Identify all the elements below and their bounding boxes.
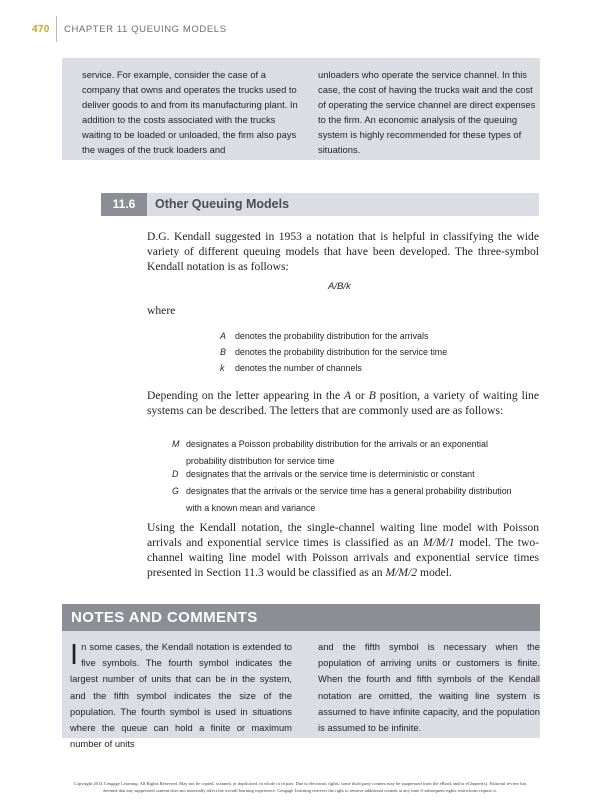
page-number: 470 (32, 24, 50, 35)
letter-text: designates a Poisson probability distribution for the arrivals or an exponential probability distribution for service time (186, 439, 488, 466)
intro-paragraph: D.G. Kendall suggested in 1953 a notation that is helpful in classifying the wide variety of different queuing models that have been developed. The three-symbol Kendall notation is as follows: (147, 230, 539, 273)
copyright-footer (34, 781, 566, 794)
closing-paragraph: Using the Kendall notation, the single-channel waiting line model with Poisson arrivals and exponential service times is classified as an M/M/1 model. The two-channel waiting line model with Poisson arrivals and exponential service times presented in Section 11.3 would be classified as an M/M/2 model. (147, 521, 539, 579)
notes-title: NOTES AND COMMENTS (71, 609, 258, 626)
continued-text-left: service. For example, consider the case of a company that owns and operates the trucks used to deliver goods to and from its manufacturing plant. In addition to the costs associated with the trucks waiting to be loaded or unloaded, the firm also pays the wages of the truck loaders and (82, 69, 298, 155)
definition-text: denotes the probability distribution for the service time (235, 347, 448, 357)
page-header (0, 0, 600, 50)
letter-symbol: M (172, 439, 180, 449)
notes-and-comments-box (62, 604, 540, 750)
notes-header-bar (62, 604, 540, 631)
copyright-line: Copyright 2014 Cengage Learning. All Rights Reserved. May not be copied, scanned, or duplicated, in whole or in part. Due to electronic rights, some third party content may be suppressed from the eBook and/or eChapter(s). Editorial review has (73, 781, 527, 786)
kendall-formula: A/B/k (328, 281, 351, 292)
definition-symbol: B (220, 347, 226, 357)
copyright-line: deemed that any suppressed content does not materially affect the overall learning experience. Cengage Learning reserves the right to remove additional content at any time if subsequent rights restrictions require it. (103, 787, 497, 793)
header-divider (56, 16, 57, 42)
continued-sidebar-box (62, 58, 540, 160)
definition-text: denotes the probability distribution for the arrivals (235, 331, 429, 341)
letters-paragraph: Depending on the letter appearing in the A or B position, a variety of waiting line systems can be described. The letters that are commonly used are as follows: (147, 389, 539, 417)
letter-text: designates that the arrivals or the service time has a general probability distribution with a known mean and variance (186, 486, 512, 513)
chapter-title: CHAPTER 11 QUEUING MODELS (64, 24, 227, 35)
continued-text-right: unloaders who operate the service channel. In this case, the cost of having the trucks wait and the cost of operating the service channel are direct expenses to the firm. An economic analysis of the queuing system is highly recommended for these types of situations. (318, 69, 536, 155)
notes-text-left: In some cases, the Kendall notation is extended to five symbols. The fourth symbol indicates the largest number of units that can be in the system, and the fifth symbol indicates the size of the population. The fourth symbol is used in situations where the queue can hold a finite or maximum number of units (70, 639, 292, 750)
drop-cap: I (70, 639, 79, 671)
letter-symbol: D (172, 469, 179, 479)
section-heading (101, 193, 539, 216)
definition-text: denotes the number of channels (235, 363, 362, 373)
letter-text: designates that the arrivals or the service time is deterministic or constant (186, 469, 475, 479)
section-number: 11.6 (101, 193, 147, 216)
notes-text-right: and the fifth symbol is necessary when the population of arriving units or customers is finite. When the fourth and fifth symbols of the Kendall notation are omitted, the waiting line system is assumed to have infinite capacity, and the population is assumed to be infinite. (318, 641, 540, 734)
definition-symbol: k (220, 363, 225, 373)
section-title: Other Queuing Models (155, 197, 290, 211)
where-label: where (147, 304, 176, 317)
definition-symbol: A (220, 331, 226, 341)
letter-symbol: G (172, 486, 179, 496)
